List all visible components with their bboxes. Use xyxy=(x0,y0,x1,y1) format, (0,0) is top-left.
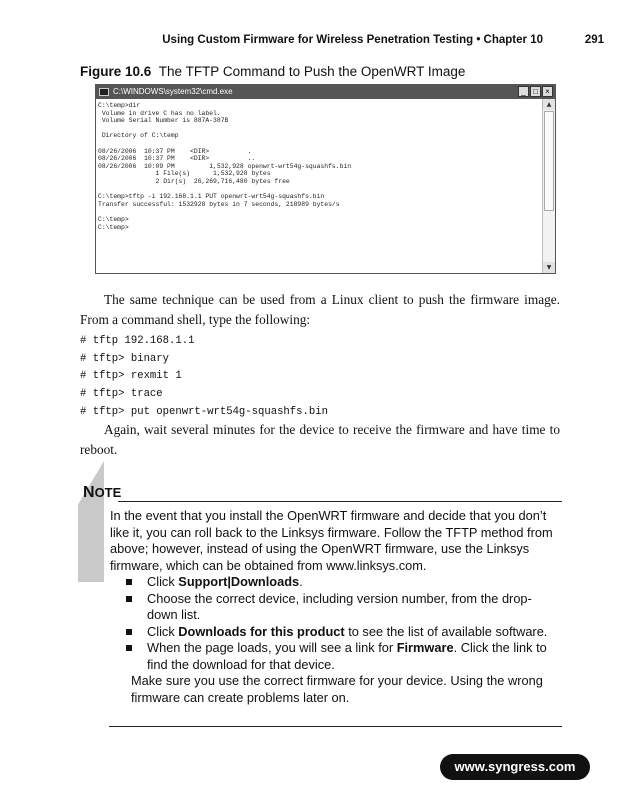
note-bullet-item: When the page loads, you will see a link for Firmware. Click the link to find the download for that device. xyxy=(110,640,562,673)
note-top-rule xyxy=(118,501,562,502)
note-tab-graphic xyxy=(78,461,104,582)
console-line: C:\temp>tftp -i 192.168.1.1 PUT openwrt-wrt54g-squashfs.bin xyxy=(98,193,325,201)
console-line: C:\temp> xyxy=(98,215,129,223)
minimize-button: _ xyxy=(518,86,529,97)
figure-number: Figure 10.6 xyxy=(80,64,152,79)
console-line: C:\temp>dir xyxy=(98,102,141,109)
maximize-button: □ xyxy=(530,86,541,97)
console-window-title: C:\WINDOWS\system32\cmd.exe xyxy=(113,87,233,96)
console-output xyxy=(98,102,541,271)
bullet-square-icon xyxy=(126,579,132,585)
note-title: NOTE xyxy=(83,484,122,501)
scroll-thumb xyxy=(544,111,554,211)
console-line: 08/26/2006 10:09 PM 1,532,928 openwrt-wrt54g-squashfs.bin xyxy=(98,162,352,170)
console-line: Volume Serial Number is 887A-387B xyxy=(98,117,229,125)
note-bottom-rule xyxy=(109,726,562,727)
body-paragraph-1: The same technique can be used from a Linux client to push the firmware image. From a command shell, type the following: xyxy=(80,292,560,327)
body-paragraph-2: Again, wait several minutes for the device to receive the firmware and have time to reboot. xyxy=(80,422,560,457)
console-line xyxy=(98,186,541,194)
console-line: C:\temp> xyxy=(98,223,129,231)
code-line: # tftp> trace xyxy=(80,388,163,401)
console-line: Transfer successful: 1532928 bytes in 7 seconds, 218989 bytes/s xyxy=(98,200,340,208)
note-body xyxy=(110,508,562,706)
console-window-screenshot xyxy=(95,84,556,274)
console-titlebar xyxy=(96,85,555,99)
note-bullet-item: Click Downloads for this product to see the list of available software. xyxy=(110,624,562,641)
console-line: Directory of C:\temp xyxy=(98,132,179,140)
scroll-down-arrow-icon: ▼ xyxy=(543,262,555,273)
code-line: # tftp 192.168.1.1 xyxy=(80,335,195,347)
note-bullet-item: Click Support|Downloads. xyxy=(110,574,562,591)
console-line xyxy=(98,208,541,216)
code-line: # tftp> rexmit 1 xyxy=(80,370,182,383)
note-intro: In the event that you install the OpenWRT firmware and decide that you don’t like it, you can roll back to the Linksys firmware. Follow the TFTP method from above; however, instead of using the OpenWRT firmware, use the Linksys firmware, which can be obtained from www.linksys.com. xyxy=(110,508,553,573)
console-line xyxy=(98,125,541,133)
code-line: # tftp> binary xyxy=(80,352,170,365)
console-line: Volume in drive C has no label. xyxy=(98,109,221,117)
close-button: × xyxy=(542,86,553,97)
running-title: Using Custom Firmware for Wireless Penetration Testing • Chapter 10 xyxy=(162,34,543,46)
bullet-square-icon xyxy=(126,645,132,651)
console-line: 2 Dir(s) 26,269,716,480 bytes free xyxy=(98,177,290,185)
console-scrollbar xyxy=(542,99,555,273)
code-listing xyxy=(80,333,328,421)
scroll-up-arrow-icon: ▲ xyxy=(543,99,555,110)
bullet-square-icon xyxy=(126,629,132,635)
note-bullet-list xyxy=(110,574,562,673)
note-closing: Make sure you use the correct firmware for your device. Using the wrong firmware can create problems later on. xyxy=(131,673,543,705)
figure-caption xyxy=(80,64,465,79)
console-line: 08/26/2006 10:37 PM <DIR> .. xyxy=(98,155,256,163)
bullet-square-icon xyxy=(126,596,132,602)
figure-title: The TFTP Command to Push the OpenWRT Image xyxy=(158,64,466,79)
page-number: 291 xyxy=(584,34,604,46)
note-bullet-item: Choose the correct device, including version number, from the drop-down list. xyxy=(110,591,562,624)
console-app-icon xyxy=(99,88,109,96)
console-line xyxy=(98,140,541,148)
footer-url-badge: www.syngress.com xyxy=(440,754,590,780)
console-line: 1 File(s) 1,532,928 bytes xyxy=(98,170,271,178)
console-line: 08/26/2006 10:37 PM <DIR> . xyxy=(98,147,252,155)
code-line: # tftp> put openwrt-wrt54g-squashfs.bin xyxy=(80,405,328,418)
